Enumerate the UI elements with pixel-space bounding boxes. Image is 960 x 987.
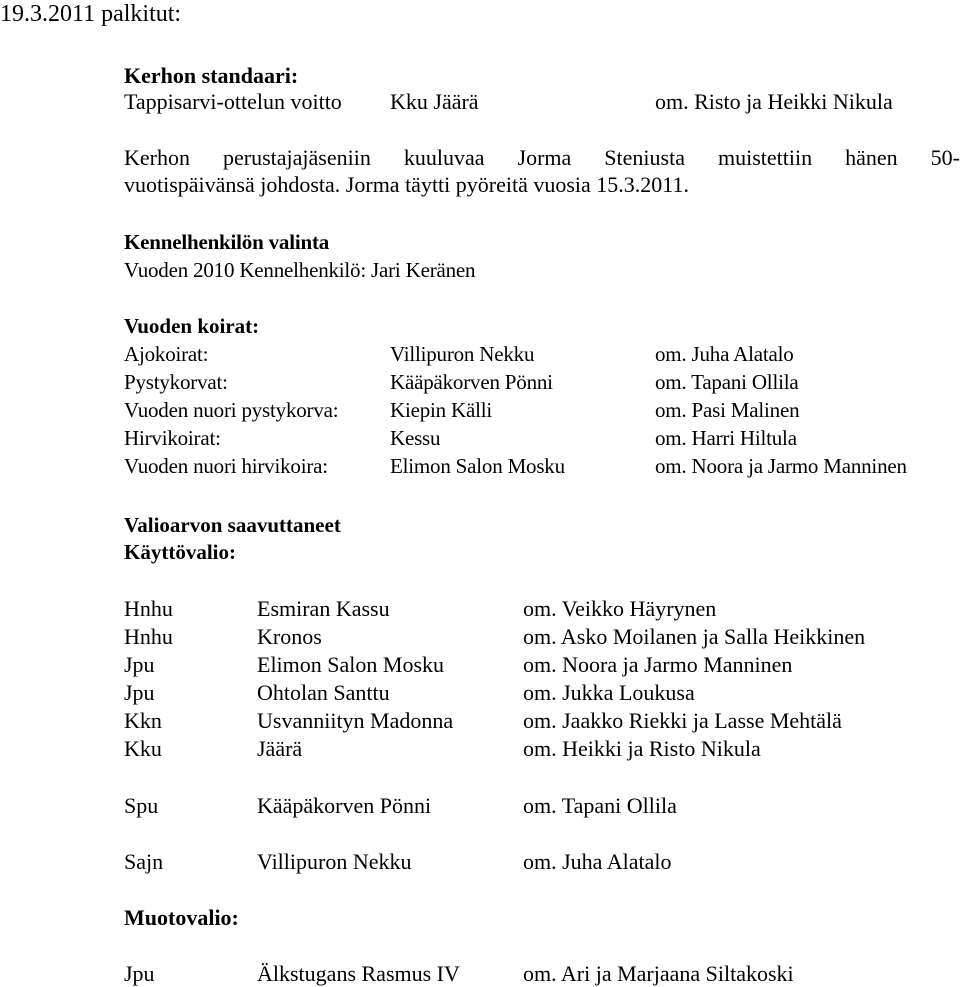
- dog-name: Usvanniityn Madonna: [257, 708, 454, 733]
- dog-category: Vuoden nuori hirvikoira:: [124, 454, 328, 478]
- dog-owner: om. Pasi Malinen: [655, 398, 800, 422]
- standard-note-line-1: Kerhon perustajajäseniin kuuluvaa Jorma Steniusta muistettiin hänen 50-: [124, 145, 960, 170]
- standard-event: Tappisarvi-ottelun voitto: [124, 89, 342, 114]
- breed: Jpu: [124, 680, 155, 705]
- dog-category: Ajokoirat:: [124, 342, 209, 366]
- dog-name: Kessu: [390, 426, 441, 450]
- dog-owner: om. Juha Alatalo: [655, 342, 794, 366]
- dog-owner: om. Noora ja Jarmo Manninen: [655, 454, 907, 478]
- dog-owner: om. Ari ja Marjaana Siltakoski: [523, 961, 794, 986]
- standard-dog: Kku Jäärä: [390, 89, 479, 114]
- dog-owner: om. Heikki ja Risto Nikula: [523, 736, 761, 761]
- dog-name: Elimon Salon Mosku: [257, 652, 445, 677]
- dog-owner: om. Veikko Häyrynen: [523, 596, 717, 621]
- breed: Jpu: [124, 961, 155, 986]
- page-title: 19.3.2011 palkitut:: [0, 1, 182, 27]
- dog-name: Ohtolan Santtu: [257, 680, 390, 705]
- champions-heading: Valioarvon saavuttaneet: [124, 513, 341, 537]
- kennel-heading: Kennelhenkilön valinta: [124, 230, 330, 254]
- dog-category: Pystykorvat:: [124, 370, 228, 394]
- dog-name: Kiepin Källi: [390, 398, 492, 422]
- dog-category: Vuoden nuori pystykorva:: [124, 398, 339, 422]
- dog-name: Villipuron Nekku: [390, 342, 535, 366]
- dog-category: Hirvikoirat:: [124, 426, 221, 450]
- dog-owner: om. Asko Moilanen ja Salla Heikkinen: [523, 624, 866, 649]
- dog-name: Esmiran Kassu: [257, 596, 390, 621]
- breed: Hnhu: [124, 596, 173, 621]
- breed: Sajn: [124, 849, 164, 874]
- dogs-of-year-heading: Vuoden koirat:: [124, 314, 260, 338]
- dog-name: Kääpäkorven Pönni: [390, 370, 553, 394]
- show-champion-heading: Muotovalio:: [124, 905, 239, 930]
- standard-heading: Kerhon standaari:: [124, 63, 299, 88]
- breed: Kku: [124, 736, 162, 761]
- dog-name: Elimon Salon Mosku: [390, 454, 565, 478]
- breed: Hnhu: [124, 624, 173, 649]
- dog-owner: om. Harri Hiltula: [655, 426, 797, 450]
- standard-note-line-2: vuotispäivänsä johdosta. Jorma täytti pyöreitä vuosia 15.3.2011.: [124, 172, 689, 197]
- dog-owner: om. Juha Alatalo: [523, 849, 672, 874]
- kennel-text: Vuoden 2010 Kennelhenkilö: Jari Keränen: [124, 258, 476, 282]
- breed: Spu: [124, 793, 159, 818]
- dog-name: Jäärä: [257, 736, 303, 761]
- dog-owner: om. Tapani Ollila: [523, 793, 677, 818]
- dog-name: Kääpäkorven Pönni: [257, 793, 432, 818]
- dog-name: Älkstugans Rasmus IV: [257, 961, 460, 986]
- breed: Jpu: [124, 652, 155, 677]
- working-champion-heading: Käyttövalio:: [124, 540, 236, 564]
- dog-owner: om. Tapani Ollila: [655, 370, 799, 394]
- dog-owner: om. Jukka Loukusa: [523, 680, 695, 705]
- standard-owner: om. Risto ja Heikki Nikula: [655, 89, 893, 114]
- dog-name: Kronos: [257, 624, 322, 649]
- breed: Kkn: [124, 708, 162, 733]
- dog-name: Villipuron Nekku: [257, 849, 412, 874]
- dog-owner: om. Noora ja Jarmo Manninen: [523, 652, 793, 677]
- dog-owner: om. Jaakko Riekki ja Lasse Mehtälä: [523, 708, 842, 733]
